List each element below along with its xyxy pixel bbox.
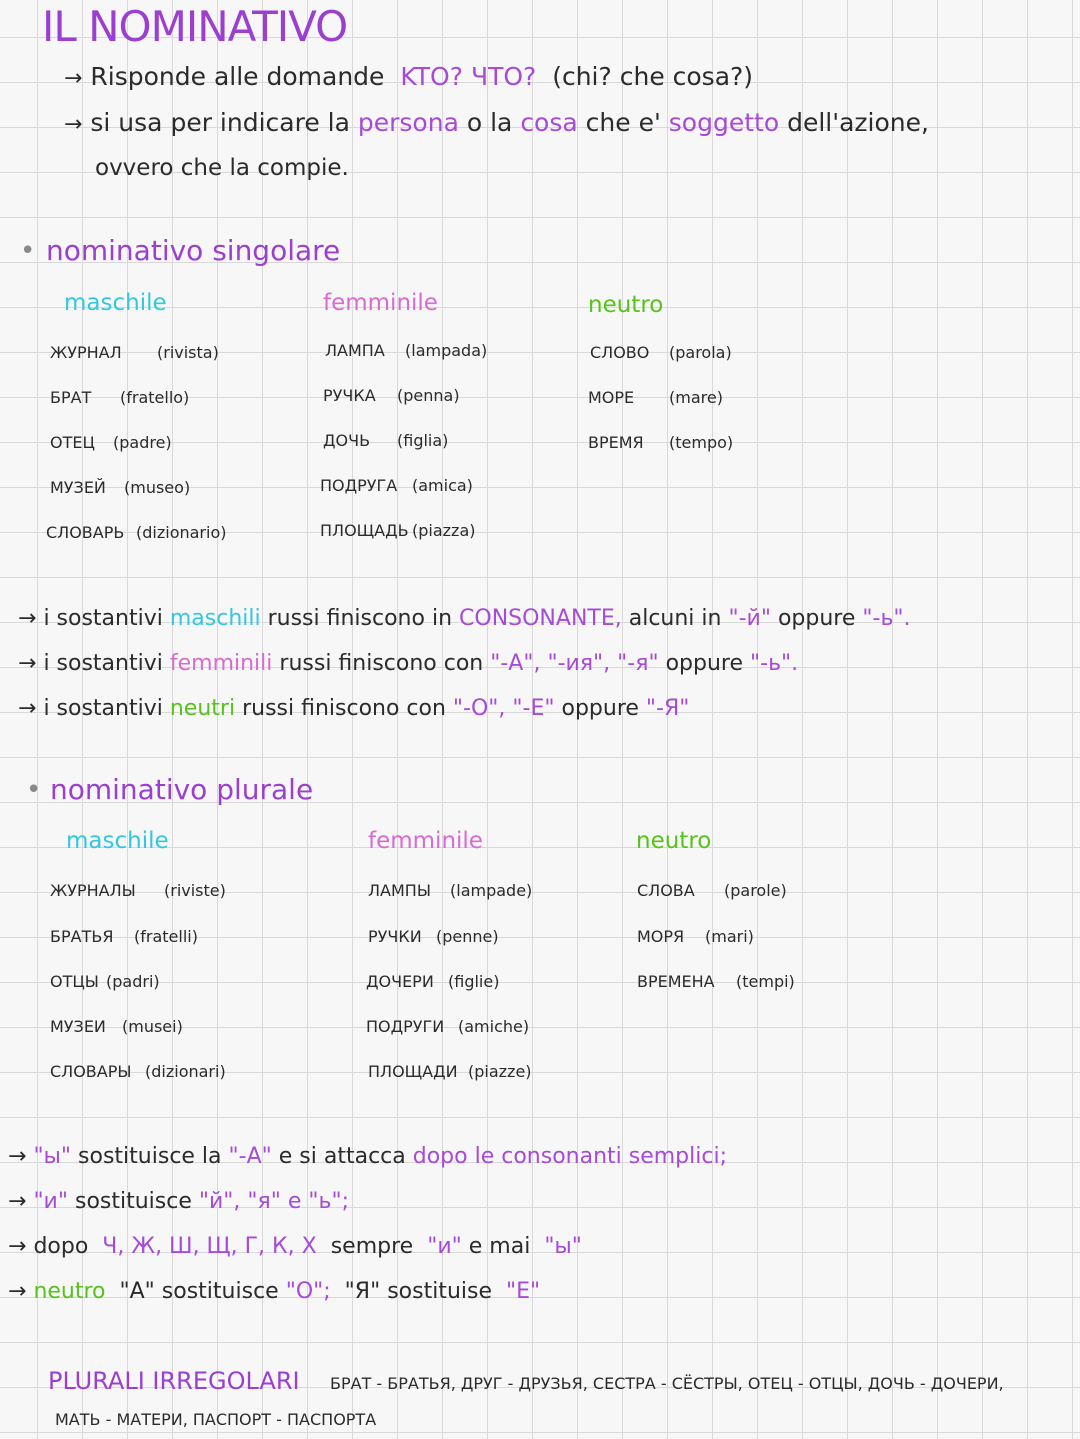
list-item: (riviste) [164, 881, 226, 900]
list-item: ДОЧЕРИ [366, 972, 434, 991]
list-item: (rivista) [157, 343, 219, 362]
rule-plural-3: → dopo Ч, Ж, Ш, Щ, Г, К, Х sempre "и" e mai "ы" [8, 1234, 582, 1259]
col-femminile-plur: femminile [368, 828, 483, 854]
heading-plurale: nominativo plurale [50, 773, 314, 806]
arrow-icon: → [18, 651, 37, 676]
list-item: МУЗЕИ [50, 1017, 106, 1036]
list-item: БРАТ [50, 388, 92, 407]
list-item: СЛОВАРЫ [50, 1062, 132, 1081]
rule-plural-2: → "и" sostituisce "й", "я" e "ь"; [8, 1189, 350, 1214]
bullet-icon: • [20, 236, 36, 266]
list-item: (figlie) [448, 972, 500, 991]
list-item: (dizionari) [145, 1062, 226, 1081]
list-item: (mari) [705, 927, 754, 946]
arrow-icon: → [64, 66, 83, 91]
list-item: БРАТЬЯ [50, 927, 114, 946]
list-item: СЛОВАРЬ [46, 523, 125, 542]
list-item: (piazza) [412, 521, 476, 540]
irregolari-line-2: МАТЬ - МАТЕРИ, ПАСПОРТ - ПАСПОРТА [55, 1410, 377, 1429]
list-item: ПЛОЩАДИ [368, 1062, 458, 1081]
list-item: (fratelli) [134, 927, 198, 946]
list-item: (dizionario) [136, 523, 227, 542]
list-item: (padre) [113, 433, 172, 452]
list-item: ПОДРУГА [320, 476, 398, 495]
list-item: (piazze) [468, 1062, 532, 1081]
col-neutro-sing: neutro [588, 292, 664, 318]
list-item: (figlia) [397, 431, 449, 450]
page-title: IL NOMINATIVO [42, 2, 348, 51]
list-item: СЛОВО [590, 343, 650, 362]
list-item: МОРЯ [637, 927, 685, 946]
intro-line-3: ovvero che la compie. [95, 155, 349, 181]
rule-femminili: → i sostantivi femminili russi finiscono con "-А", "-ия", "-я" oppure "-ь". [18, 651, 799, 676]
irregolari-label: PLURALI IRREGOLARI [48, 1367, 300, 1395]
list-item: ЖУРНАЛЫ [50, 881, 136, 900]
col-maschile-sing: maschile [64, 290, 167, 316]
intro-line-2: → si usa per indicare la persona o la cosa che e' soggetto dell'azione, [64, 108, 929, 137]
rule-neutri: → i sostantivi neutri russi finiscono con "-О", "-Е" oppure "-Я" [18, 696, 690, 721]
arrow-icon: → [8, 1234, 27, 1259]
list-item: РУЧКА [323, 386, 376, 405]
list-item: МУЗЕЙ [50, 478, 106, 497]
list-item: ПОДРУГИ [366, 1017, 445, 1036]
list-item: (parole) [724, 881, 787, 900]
list-item: (lampada) [405, 341, 488, 360]
col-maschile-plur: maschile [66, 828, 169, 854]
list-item: (parola) [669, 343, 732, 362]
col-femminile-sing: femminile [323, 290, 438, 316]
list-item: ДОЧЬ [323, 431, 371, 450]
list-item: (lampade) [450, 881, 533, 900]
list-item: (penna) [397, 386, 460, 405]
arrow-icon: → [18, 696, 37, 721]
arrow-icon: → [8, 1189, 27, 1214]
rule-plural-4: → neutro "А" sostituisce "О"; "Я" sostituise "Е" [8, 1279, 541, 1304]
list-item: (mare) [669, 388, 723, 407]
list-item: ЛАМПЫ [368, 881, 431, 900]
col-neutro-plur: neutro [636, 828, 712, 854]
intro-line-1: → Risponde alle domande KTO? ЧТО? (chi? che cosa?) [64, 62, 754, 91]
list-item: (amiche) [458, 1017, 530, 1036]
irregolari-line-1: БРАТ - БРАТЬЯ, ДРУГ - ДРУЗЬЯ, СЕСТРА - СЁСТРЫ, ОТЕЦ - ОТЦЫ, ДОЧЬ - ДОЧЕРИ, [330, 1374, 1004, 1393]
rule-plural-1: → "ы" sostituisce la "-А" e si attacca dopo le consonanti semplici; [8, 1144, 727, 1169]
list-item: ВРЕМЕНА [637, 972, 715, 991]
arrow-icon: → [8, 1279, 27, 1304]
list-item: ОТЕЦ [50, 433, 95, 452]
list-item: (musei) [122, 1017, 183, 1036]
list-item: ЛАМПА [325, 341, 385, 360]
list-item: ПЛОЩАДЬ [320, 521, 409, 540]
arrow-icon: → [18, 606, 37, 631]
list-item: (fratello) [120, 388, 190, 407]
list-item: (penne) [436, 927, 499, 946]
heading-singolare: nominativo singolare [46, 234, 341, 267]
list-item: СЛОВА [637, 881, 695, 900]
list-item: (museo) [124, 478, 191, 497]
list-item: (tempo) [669, 433, 734, 452]
list-item: ЖУРНАЛ [50, 343, 122, 362]
rule-maschili: → i sostantivi maschili russi finiscono in CONSONANTE, alcuni in "-й" oppure "-ь". [18, 606, 911, 631]
arrow-icon: → [64, 112, 83, 137]
list-item: МОРЕ [588, 388, 635, 407]
arrow-icon: → [8, 1144, 27, 1169]
list-item: (amica) [412, 476, 473, 495]
list-item: ВРЕМЯ [588, 433, 644, 452]
list-item: (tempi) [736, 972, 795, 991]
list-item: (padri) [106, 972, 160, 991]
bullet-icon: • [26, 775, 42, 805]
list-item: ОТЦЫ [50, 972, 99, 991]
list-item: РУЧКИ [368, 927, 422, 946]
